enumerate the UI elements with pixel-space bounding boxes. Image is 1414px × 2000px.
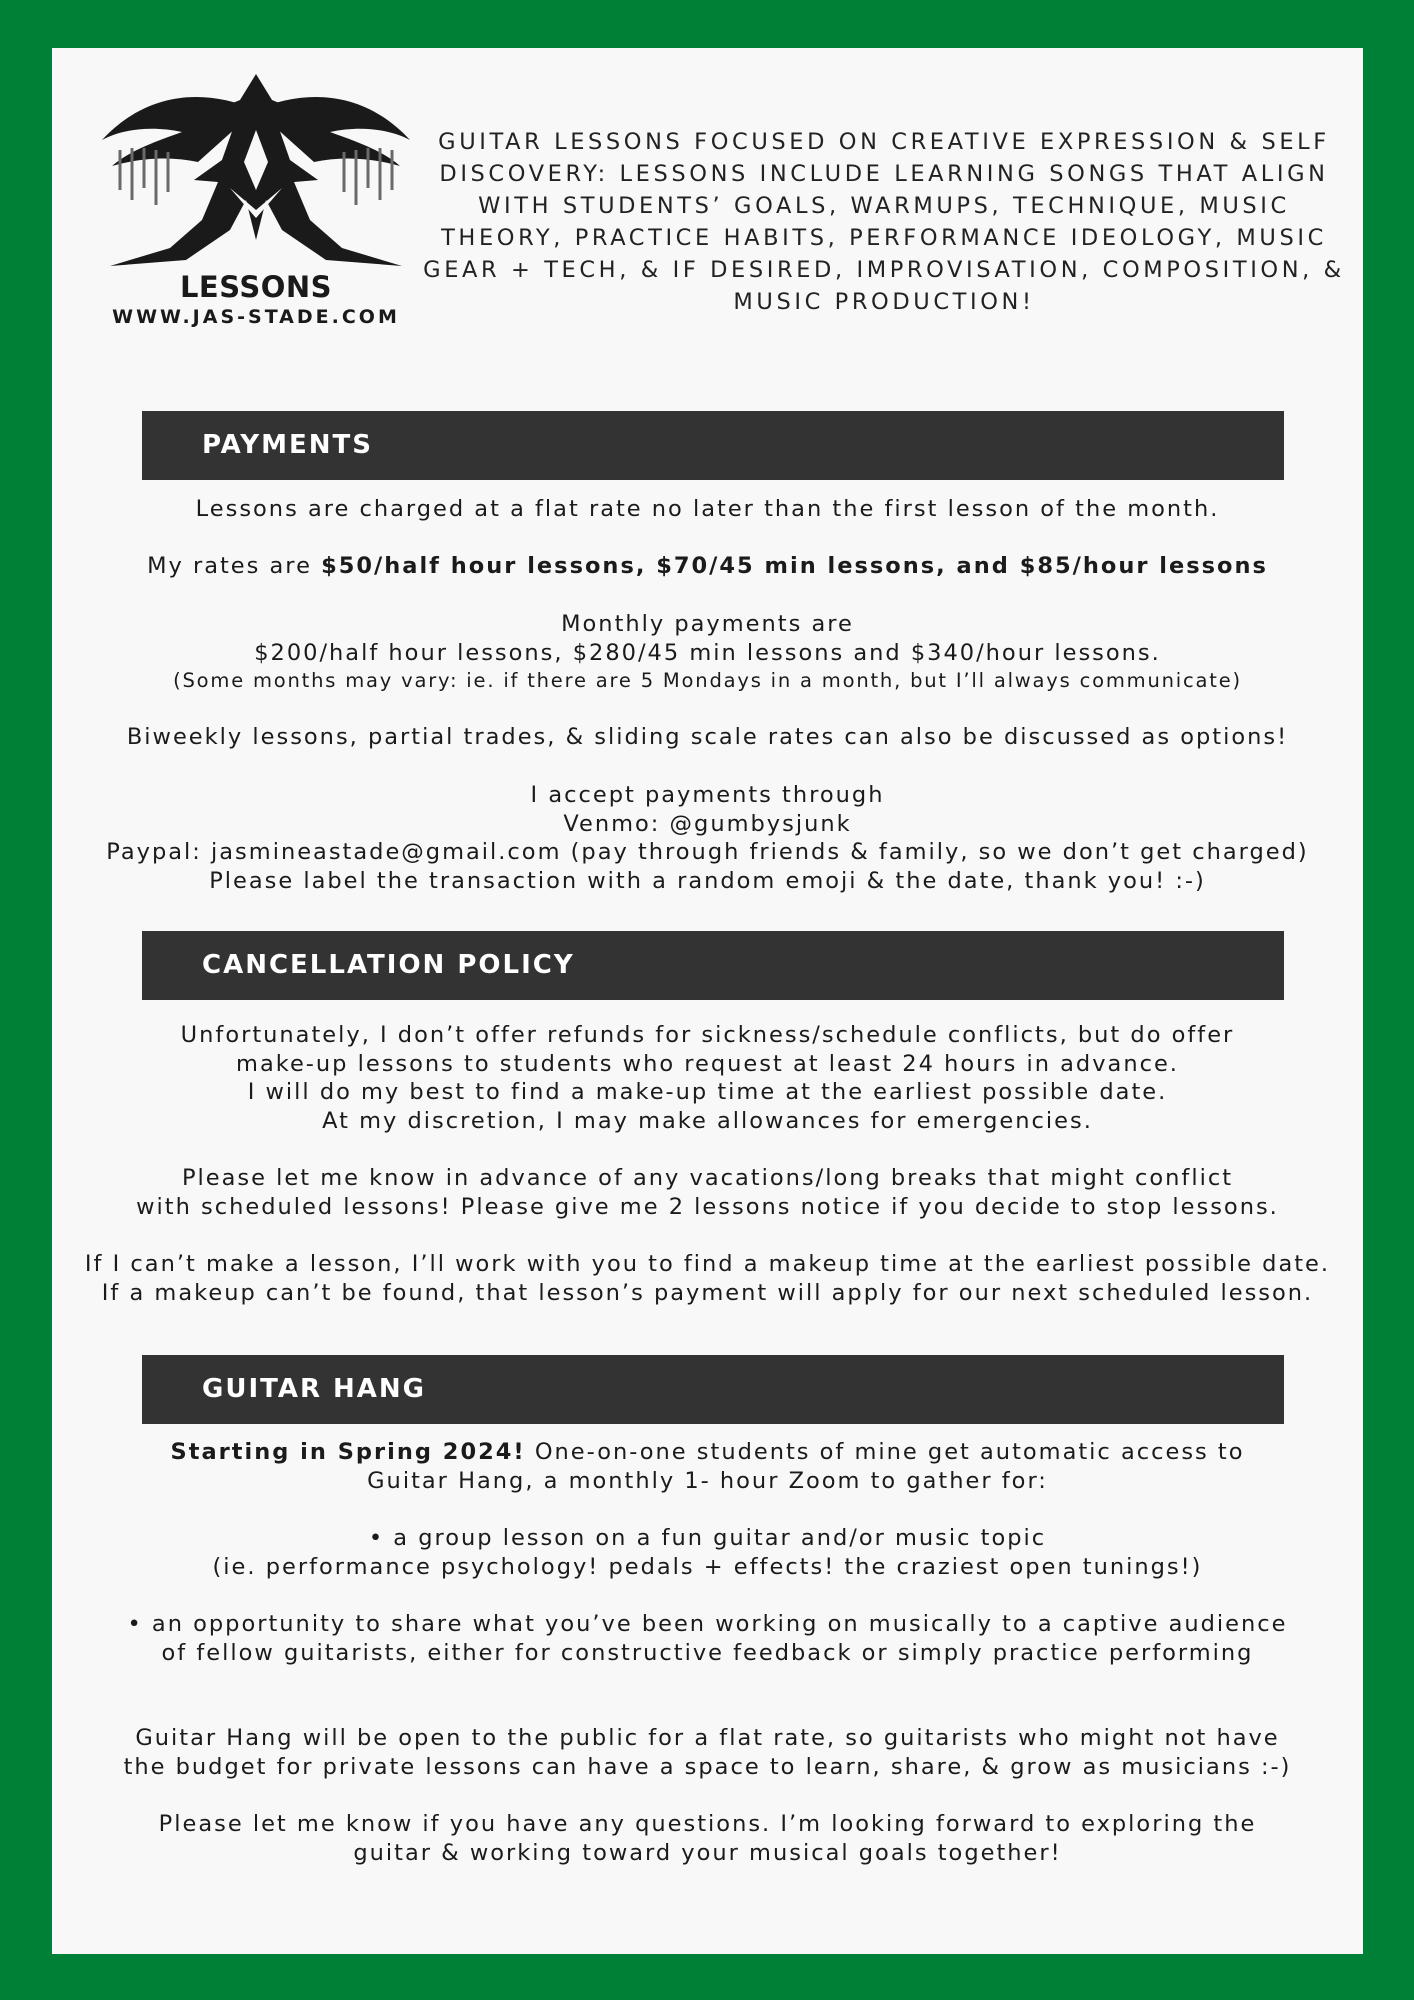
cancellation-p2	[52, 1164, 1363, 1221]
flat-rate-text: Lessons are charged at a flat rate no later than the first lesson of the month.	[195, 496, 1220, 522]
cancel-p2-line: with scheduled lessons! Please give me 2 lessons notice if you decide to stop lessons.	[136, 1193, 1279, 1220]
cancel-p2-line: Please let me know in advance of any vacations/long breaks that might conflict	[181, 1165, 1234, 1191]
start-rest: One-on-one students of mine get automatic access to	[525, 1439, 1245, 1465]
cancel-p1-line: make-up lessons to students who request at least 24 hours in advance.	[236, 1050, 1179, 1077]
logo-url-text: WWW.JAS-STADE.COM	[112, 306, 400, 328]
cancellation-p1	[52, 1021, 1363, 1135]
payments-biweekly	[52, 724, 1363, 750]
rates-prefix: My rates are	[147, 553, 322, 579]
cancellation-header	[142, 931, 1284, 1000]
bullet1-line: • a group lesson on a fun guitar and/or music topic	[368, 1525, 1047, 1551]
label-note: Please label the transaction with a random emoji & the date, thank you! :-)	[209, 867, 1206, 894]
cancel-p3-line: If a makeup can’t be found, that lesson’s payment will apply for our next scheduled lesson.	[101, 1279, 1314, 1306]
cancellation-heading: CANCELLATION POLICY	[202, 950, 575, 980]
payments-rates	[52, 553, 1363, 579]
cancel-p1-line: I will do my best to find a make-up time at the earliest possible date.	[247, 1079, 1168, 1105]
payments-heading: PAYMENTS	[202, 430, 373, 460]
start-line2: Guitar Hang, a monthly 1- hour Zoom to gather for:	[367, 1467, 1048, 1494]
bullet2-line: of fellow guitarists, either for constructive feedback or simply practice performing	[161, 1639, 1254, 1666]
flyer-page	[52, 48, 1363, 1954]
accept-line: I accept payments through	[530, 782, 885, 808]
cancel-p1-line: Unfortunately, I don’t offer refunds for sickness/schedule conflicts, but do offer	[180, 1022, 1235, 1048]
brand-logo	[90, 70, 422, 340]
intro-text: GUITAR LESSONS FOCUSED ON CREATIVE EXPRESSION & SELF DISCOVERY: LESSONS INCLUDE LEARNING SONGS THAT ALIGN WITH STUDENTS’ GOALS, WARMUPS, TECHNIQUE, MUSIC THEORY, PRACTICE HABITS, PERFORMANCE IDEOLOGY, MUSIC GEAR + TECH, & IF DESIRED, IMPROVISATION, COMPOSITION, & MUSIC PRODUCTION!	[423, 129, 1345, 315]
payments-header	[142, 411, 1284, 480]
bullet2-line: • an opportunity to share what you’ve been working on musically to a captive audience	[127, 1611, 1288, 1637]
public-line: Guitar Hang will be open to the public for a flat rate, so guitarists who might not have	[135, 1725, 1280, 1751]
monthly-note: (Some months may vary: ie. if there are 5 Mondays in a month, but I’ll always communicate)	[173, 669, 1242, 692]
guitar-hang-public	[52, 1724, 1363, 1781]
tribal-wing-logo-icon	[90, 70, 422, 280]
closing-line: Please let me know if you have any questions. I’m looking forward to exploring the	[158, 1811, 1257, 1837]
closing-line: guitar & working toward your musical goals together!	[353, 1839, 1062, 1866]
guitar-hang-closing	[52, 1810, 1363, 1867]
payments-flat-rate	[52, 496, 1363, 522]
rates-bold: $50/half hour lessons, $70/45 min lessons, and $85/hour lessons	[321, 553, 1268, 579]
guitar-hang-header	[142, 1355, 1284, 1424]
bullet1-line: (ie. performance psychology! pedals + effects! the craziest open tunings!)	[212, 1553, 1203, 1580]
cancel-p3-line: If I can’t make a lesson, I’ll work with you to find a makeup time at the earliest possible date.	[84, 1251, 1331, 1277]
paypal-line: Paypal: jasmineastade@gmail.com (pay through friends & family, so we don’t get charged)	[106, 839, 1309, 865]
guitar-hang-bullet-2	[52, 1610, 1363, 1667]
guitar-hang-heading: GUITAR HANG	[202, 1374, 427, 1404]
biweekly-text: Biweekly lessons, partial trades, & sliding scale rates can also be discussed as options!	[126, 724, 1289, 750]
payments-monthly	[52, 610, 1363, 696]
start-bold: Starting in Spring 2024!	[170, 1439, 526, 1465]
cancellation-p3	[52, 1250, 1363, 1307]
monthly-line2: $200/half hour lessons, $280/45 min lessons and $340/hour lessons.	[254, 639, 1161, 666]
monthly-line1: Monthly payments are	[561, 611, 854, 637]
guitar-hang-intro	[52, 1438, 1363, 1495]
payments-methods	[52, 781, 1363, 895]
logo-lessons-text: LESSONS	[179, 270, 333, 304]
public-line: the budget for private lessons can have a space to learn, share, & grow as musicians :-)	[123, 1753, 1292, 1780]
cancel-p1-line: At my discretion, I may make allowances for emergencies.	[322, 1107, 1093, 1134]
venmo-line: Venmo: @gumbysjunk	[563, 810, 852, 837]
guitar-hang-bullet-1	[52, 1524, 1363, 1581]
